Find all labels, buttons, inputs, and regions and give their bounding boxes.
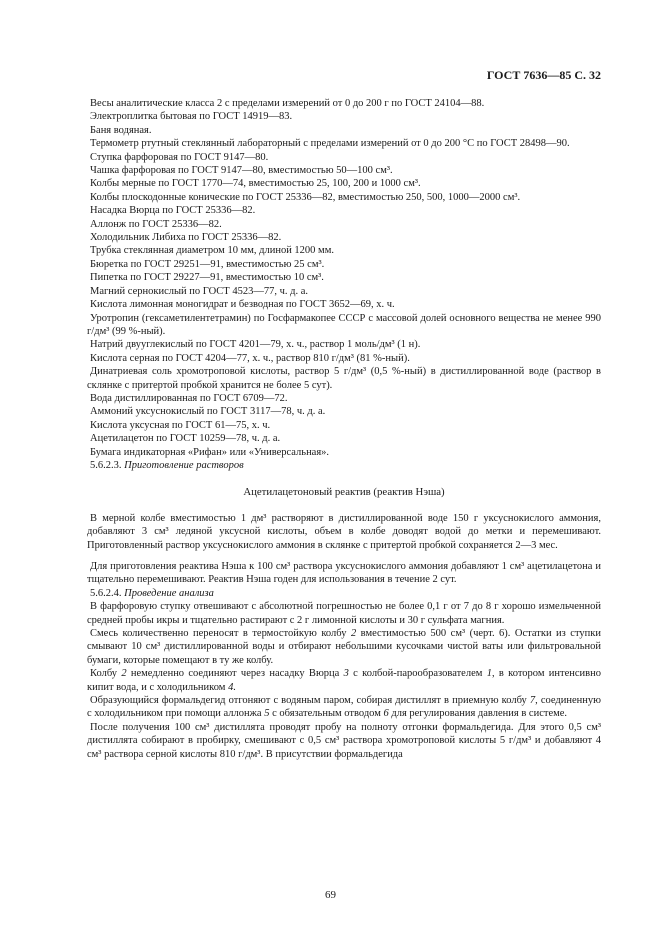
analysis-paragraph xyxy=(87,627,601,667)
equipment-item: Бюретка по ГОСТ 29251—91, вместимостью 25 см³. xyxy=(90,258,325,270)
equipment-item: Ступка фарфоровая по ГОСТ 9147—80. xyxy=(90,151,269,163)
equipment-list xyxy=(87,97,601,459)
equipment-item: Трубка стеклянная диаметром 10 мм, длиной 1200 мм. xyxy=(90,245,334,257)
reagent-paragraph: В мерной колбе вместимостью 1 дм³ растворяют в дистиллированной воде 150 г уксуснокислого аммония, добавляют 3 см³ ледяной уксусной кислоты, объем в колбе доводят водой до метки и перемешивают. Приготовленный раствор уксуснокислого аммония в склянке с притертой пробкой сохраняется 2—3 мес. xyxy=(87,512,601,551)
equipment-item: Холодильник Либиха по ГОСТ 25336—82. xyxy=(90,232,282,244)
equipment-item: Натрий двууглекислый по ГОСТ 4201—79, х. ч., раствор 1 моль/дм³ (1 н). xyxy=(90,339,421,351)
equipment-item: Термометр ртутный стеклянный лабораторный с пределами измерений от 0 до 200 °С по ГОСТ 28498—90. xyxy=(90,138,570,150)
document-body xyxy=(87,97,601,761)
figure-ref: 6 xyxy=(383,708,389,720)
text-run: Колбу xyxy=(90,668,122,680)
analysis-paragraph xyxy=(87,667,601,694)
equipment-item: Кислота серная по ГОСТ 4204—77, х. ч., раствор 810 г/дм³ (81 %-ный). xyxy=(90,352,410,364)
text-run: вместимостью 500 см³ (черт. 6). Остатки из ступки смывают 10 см³ дистиллированной воды и отбирают небольшими кусочками чистой ваты или фильтровальной бумаги, которые помещают в ту же колбу. xyxy=(87,628,601,666)
text-run: , соединенную с холодильником при помощи аллонжа xyxy=(87,695,601,720)
text-run: с колбой-парообразователем xyxy=(348,668,487,680)
equipment-item: Бумага индикаторная «Рифан» или «Универсальная». xyxy=(90,446,330,458)
section-number: 5.6.2.4. xyxy=(90,587,122,599)
section-5-6-2-3 xyxy=(87,459,601,472)
equipment-item: Аммоний уксуснокислый по ГОСТ 3117—78, ч. д. а. xyxy=(90,406,326,418)
section-title: Приготовление растворов xyxy=(124,459,244,471)
equipment-item: Пипетка по ГОСТ 29227—91, вместимостью 10 см³. xyxy=(90,272,324,284)
equipment-item: Весы аналитические класса 2 с пределами измерений от 0 до 200 г по ГОСТ 24104—88. xyxy=(90,98,485,109)
figure-ref: 4. xyxy=(228,681,236,693)
figure-ref: 1 xyxy=(486,668,492,680)
text-run: , в котором интенсивно кипит вода, и с холодильником xyxy=(87,668,601,693)
equipment-item: Аллонж по ГОСТ 25336—82. xyxy=(90,218,222,230)
equipment-item: Вода дистиллированная по ГОСТ 6709—72. xyxy=(90,392,288,404)
reagent-heading: Ацетилацетоновый реактив (реактив Нэша) xyxy=(243,486,445,499)
analysis-paragraph: В фарфоровую ступку отвешивают с абсолютной погрешностью не более 0,1 г от 7 до 8 г хорошо измельченной средней пробы икры и тщательно растирают с 2 г лимонной кислоты и 30 г сульфата магния. xyxy=(87,601,601,626)
text-run: Смесь количественно переносят в термостойкую колбу xyxy=(90,628,351,640)
equipment-item: Кислота уксусная по ГОСТ 61—75, х. ч. xyxy=(90,419,271,431)
section-number: 5.6.2.3. xyxy=(90,459,122,471)
equipment-item: Насадка Вюрца по ГОСТ 25336—82. xyxy=(90,205,256,217)
equipment-item: Динатриевая соль хромотроповой кислоты, раствор 5 г/дм³ (0,5 %-ный) в дистиллированной воде (раствор в склянке с притертой пробкой хранится не более 5 сут). xyxy=(87,366,601,391)
section-5-6-2-4 xyxy=(87,587,601,600)
text-run: Образующийся формальдегид отгоняют с водяным паром, собирая дистиллят в приемную колбу xyxy=(90,695,530,707)
figure-ref: 3 xyxy=(343,668,349,680)
page-number: 69 xyxy=(325,889,336,901)
equipment-item: Магний сернокислый по ГОСТ 4523—77, ч. д. а. xyxy=(90,285,308,297)
figure-ref: 5 xyxy=(264,708,270,720)
reagent-paragraph: Для приготовления реактива Нэша к 100 см³ раствора уксуснокислого аммония добавляют 1 см³ ацетилацетона и тщательно перемешивают. Реактив Нэша годен для использования в течение 2 сут. xyxy=(87,561,601,586)
analysis-paragraph xyxy=(87,694,601,721)
equipment-item: Кислота лимонная моногидрат и безводная по ГОСТ 3652—69, х. ч. xyxy=(90,299,395,311)
equipment-item: Ацетилацетон по ГОСТ 10259—78, ч. д. а. xyxy=(90,433,281,445)
analysis-paragraph: После получения 100 см³ дистиллята проводят пробу на полноту отгонки формальдегида. Для этого 0,5 см³ дистиллята собирают в пробирку, смешивают с 0,5 см³ раствора хромотроповой кислоты 5 г/дм³ и добавляют 4 см³ раствора серной кислоты 810 г/дм³. В присутствии формальдегида xyxy=(87,721,601,760)
equipment-item: Баня водяная. xyxy=(90,124,152,136)
text-run: для регулирования давления в системе. xyxy=(388,708,568,720)
figure-ref: 2 xyxy=(350,628,357,640)
section-title: Проведение анализа xyxy=(124,587,214,599)
equipment-item: Колбы мерные по ГОСТ 1770—74, вместимостью 25, 100, 200 и 1000 см³. xyxy=(90,178,421,190)
equipment-item: Уротропин (гексаметилентетрамин) по Госфармакопее СССР с массовой долей основного вещества не менее 990 г/дм³ (99 %-ный). xyxy=(87,312,601,337)
text-run: с обязательным отводом xyxy=(269,708,384,720)
equipment-item: Чашка фарфоровая по ГОСТ 9147—80, вместимостью 50—100 см³. xyxy=(90,165,393,177)
figure-ref: 2 xyxy=(121,668,127,680)
page-header: ГОСТ 7636—85 С. 32 xyxy=(486,68,601,82)
figure-ref: 7 xyxy=(529,695,536,707)
equipment-item: Колбы плоскодонные конические по ГОСТ 25336—82, вместимостью 250, 500, 1000—2000 см³. xyxy=(90,191,521,203)
text-run: немедленно соединяют через насадку Вюрца xyxy=(126,668,344,680)
equipment-item: Электроплитка бытовая по ГОСТ 14919—83. xyxy=(90,111,293,123)
